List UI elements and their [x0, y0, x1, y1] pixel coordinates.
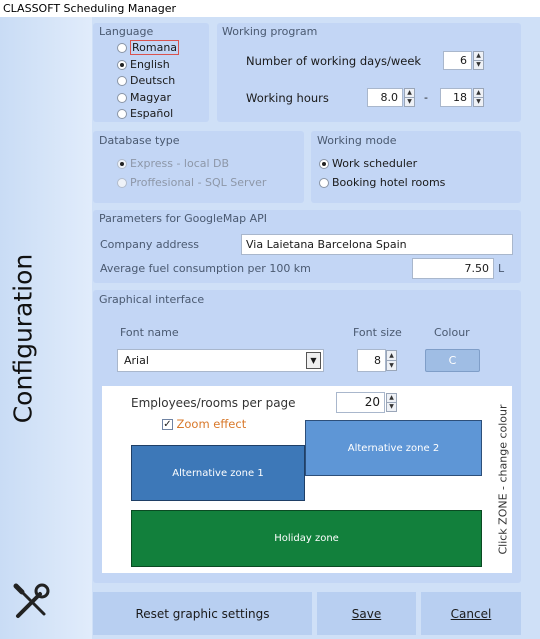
working-hours-label: Working hours: [246, 91, 329, 105]
googlemap-title: Parameters for GoogleMap API: [99, 212, 267, 225]
employees-label: Employees/rooms per page: [131, 396, 296, 410]
fuel-unit: L: [498, 262, 505, 275]
database-title: Database type: [99, 134, 180, 147]
font-size-input[interactable]: 8: [357, 349, 386, 372]
window-title: CLASSOFT Scheduling Manager: [0, 0, 540, 17]
working-days-input[interactable]: 6: [443, 51, 472, 70]
radio-icon: [319, 178, 329, 188]
spin-up-icon[interactable]: ▲: [474, 89, 483, 98]
font-size-label: Font size: [353, 326, 402, 339]
db-option-express[interactable]: Express - local DB: [117, 156, 229, 171]
spin-down-icon[interactable]: ▼: [476, 61, 481, 69]
alternative-zone-1[interactable]: Alternative zone 1: [131, 445, 305, 501]
lang-option-espanol[interactable]: Español: [117, 106, 173, 121]
holiday-zone[interactable]: Holiday zone: [131, 510, 482, 567]
spin-down-icon[interactable]: ▼: [476, 98, 481, 106]
checkmark-icon: ✓: [163, 418, 172, 430]
radio-selected-icon: [117, 60, 127, 70]
working-program-title: Working program: [222, 25, 318, 38]
chevron-down-icon[interactable]: ▼: [306, 352, 321, 369]
cancel-button[interactable]: Cancel: [421, 592, 521, 635]
font-size-stepper[interactable]: [386, 350, 397, 371]
radio-icon: [117, 93, 127, 103]
spin-up-icon[interactable]: ▲: [405, 89, 414, 98]
reset-graphic-settings-button[interactable]: Reset graphic settings: [93, 592, 312, 635]
company-address-input[interactable]: Via Laietana Barcelona Spain: [241, 234, 513, 255]
spin-down-icon[interactable]: ▼: [389, 361, 394, 369]
working-days-label: Number of working days/week: [246, 54, 422, 68]
hours-to-input[interactable]: 18: [440, 88, 472, 107]
language-title: Language: [99, 25, 154, 38]
tools-icon[interactable]: [10, 580, 54, 624]
spin-up-icon[interactable]: ▲: [387, 394, 396, 403]
radio-selected-icon: [117, 159, 127, 169]
lang-option-english[interactable]: English: [117, 57, 170, 72]
employees-input[interactable]: 20: [336, 392, 385, 413]
font-name-label: Font name: [120, 326, 179, 339]
colour-button[interactable]: C: [425, 349, 480, 372]
radio-selected-icon: [319, 159, 329, 169]
company-address-label: Company address: [100, 238, 200, 251]
zoom-effect-checkbox[interactable]: ✓ Zoom effect: [163, 417, 247, 431]
mode-option-booking-hotel[interactable]: Booking hotel rooms: [319, 175, 445, 190]
configuration-caption: Configuration: [8, 253, 38, 423]
radio-icon: [117, 109, 127, 119]
working-mode-title: Working mode: [317, 134, 397, 147]
spin-down-icon[interactable]: ▼: [389, 403, 394, 411]
radio-icon: [117, 43, 127, 53]
fuel-consumption-label: Average fuel consumption per 100 km: [100, 262, 311, 275]
spin-up-icon[interactable]: ▲: [474, 52, 483, 61]
radio-icon: [117, 76, 127, 86]
spin-up-icon[interactable]: ▲: [387, 351, 396, 361]
fuel-consumption-input[interactable]: 7.50: [412, 258, 494, 279]
radio-icon: [117, 178, 127, 188]
lang-option-magyar[interactable]: Magyar: [117, 90, 171, 105]
employees-stepper[interactable]: [386, 393, 397, 412]
colour-label: Colour: [434, 326, 470, 339]
font-name-select[interactable]: Arial ▼: [117, 349, 324, 372]
db-option-sqlserver[interactable]: Proffesional - SQL Server: [117, 175, 266, 190]
save-button[interactable]: Save: [317, 592, 416, 635]
mode-option-work-scheduler[interactable]: Work scheduler: [319, 156, 417, 171]
hours-to-stepper[interactable]: [473, 88, 484, 107]
alternative-zone-2[interactable]: Alternative zone 2: [305, 420, 482, 476]
spin-down-icon[interactable]: ▼: [407, 98, 412, 106]
working-days-stepper[interactable]: [473, 51, 484, 70]
lang-option-romana[interactable]: Romana: [117, 40, 179, 55]
zone-hint: Click ZONE - change colour: [496, 403, 510, 555]
hours-from-stepper[interactable]: [404, 88, 415, 107]
lang-option-deutsch[interactable]: Deutsch: [117, 73, 175, 88]
hours-from-input[interactable]: 8.0: [367, 88, 403, 107]
hours-separator: -: [424, 91, 428, 104]
graphical-title: Graphical interface: [99, 293, 205, 306]
